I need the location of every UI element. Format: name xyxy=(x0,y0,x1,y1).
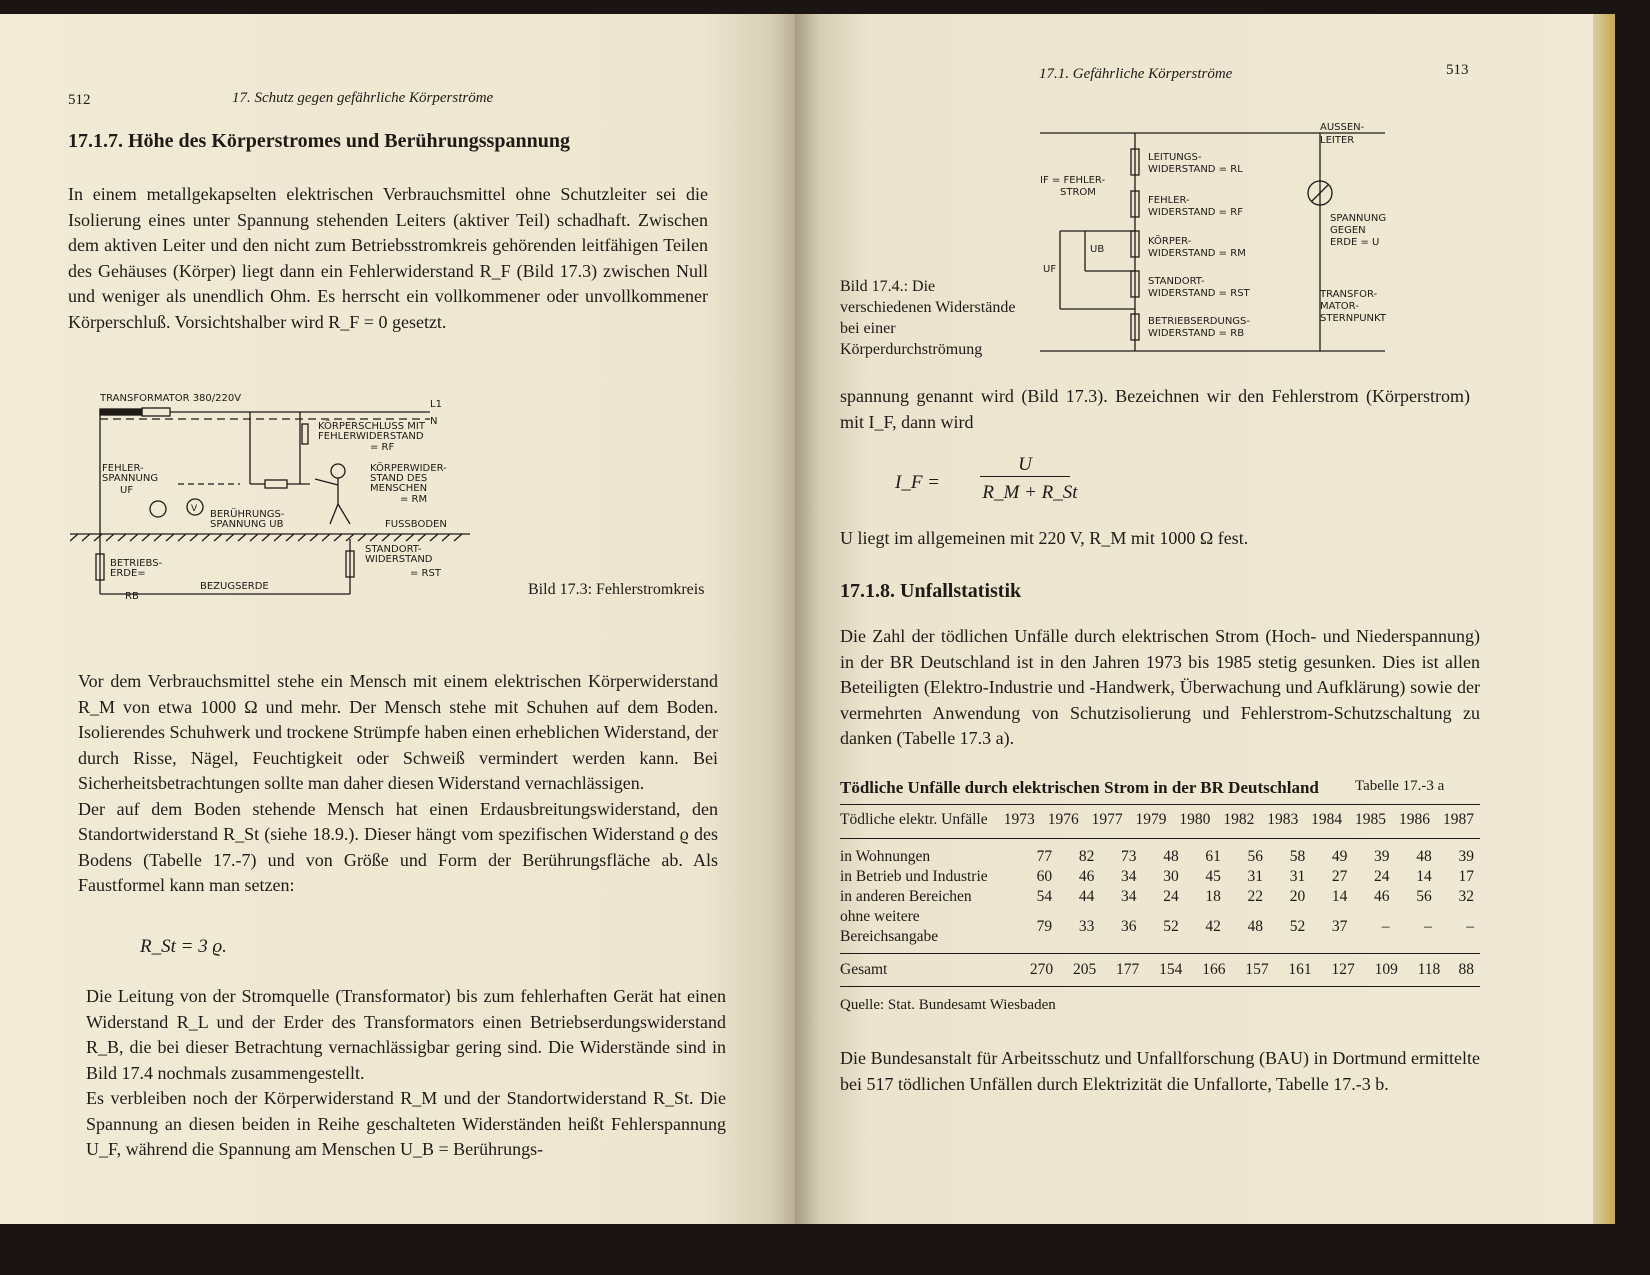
table-row xyxy=(840,887,1480,907)
sternpunkt-line3: STERNPUNKT xyxy=(1320,313,1386,324)
cell: 270 xyxy=(1029,961,1054,978)
koerper-line1: KÖRPER- xyxy=(1148,236,1192,247)
cell: 48 xyxy=(1163,848,1179,865)
table-row xyxy=(840,907,1480,947)
paragraph: Die Zahl der tödlichen Unfälle durch elektrischen Strom (Hoch- und Niederspannung) in der BR Deutschland ist in den Jahren 1973 bis 1985 stetig gesunken. Dies ist allen Beteiligten (Elektro-Industrie und -Handwerk, Überwachung und Aufklärung) sowie der vermehrten Anwendung von Schutzisolierung und Fehlerstrom-Schutzschaltung zu danken (Tabelle 17.3 a). xyxy=(840,626,1480,748)
fehler-line1: FEHLER- xyxy=(1148,195,1190,206)
cell: 60 xyxy=(1036,868,1053,885)
uf-label: UF xyxy=(1043,264,1057,275)
paragraph: Die Leitung von der Stromquelle (Transformator) bis zum fehlerhaften Gerät hat einen Widerstand R_L und der Erder des Transformators einen Betriebserdungswiderstand R_B, die bei dieser Betrachtung vernachlässigbar gering sind. Die Widerstände sind in Bild 17.4 nochmals zusammengestellt. xyxy=(86,986,726,1083)
cell: 44 xyxy=(1078,888,1095,905)
table-number: Tabelle 17.-3 a xyxy=(1355,778,1445,794)
statistics-table xyxy=(840,804,1480,1014)
formula-denominator: R_M + R_St xyxy=(982,482,1078,503)
spannung-line1: SPANNUNG xyxy=(1330,213,1387,224)
sternpunkt-line2: MATOR- xyxy=(1320,301,1359,312)
cell: 56 xyxy=(1247,848,1264,865)
cell: 33 xyxy=(1078,918,1095,935)
fehlerstrom-line2: STROM xyxy=(1060,187,1096,198)
cell: 73 xyxy=(1121,848,1137,865)
table-body xyxy=(840,847,1480,947)
fehlerspannung-line1: FEHLER- xyxy=(102,463,144,474)
header-cell: 1982 xyxy=(1223,811,1255,828)
table-row xyxy=(840,867,1480,887)
header-cell: 1987 xyxy=(1443,811,1474,828)
cell: 27 xyxy=(1331,868,1348,885)
betriebserdung-line2: WIDERSTAND = RB xyxy=(1148,328,1245,339)
ub-label: UB xyxy=(1090,244,1105,255)
header-cell: 1977 xyxy=(1091,811,1123,828)
table-header xyxy=(840,810,1480,830)
cell: 52 xyxy=(1289,918,1306,935)
cell: 31 xyxy=(1247,868,1264,885)
resistance-diagram xyxy=(1040,109,1420,364)
cell: 79 xyxy=(1036,918,1053,935)
fehlerspannung-line3: UF xyxy=(120,485,134,496)
betriebserde-line2: ERDE= xyxy=(110,568,146,579)
header-cell: 1980 xyxy=(1179,811,1211,828)
header-cell: Tödliche elektr. Unfälle xyxy=(840,811,988,828)
fehlerspannung-line2: SPANNUNG xyxy=(102,473,159,484)
cell: 48 xyxy=(1416,848,1432,865)
cell: 32 xyxy=(1458,888,1474,905)
running-head: 17. Schutz gegen gefährliche Körperströme xyxy=(232,90,494,106)
table-row xyxy=(840,847,1480,867)
page-number: 512 xyxy=(68,92,91,108)
bezugserde-label: BEZUGSERDE xyxy=(200,581,269,592)
cell: – xyxy=(1423,918,1432,935)
cell: 58 xyxy=(1289,848,1306,865)
cell: 205 xyxy=(1072,961,1097,978)
cell: 88 xyxy=(1458,961,1474,978)
body-paragraphs-2 xyxy=(86,984,726,1163)
beruehrung-line1: BERÜHRUNGS- xyxy=(210,509,285,520)
cell: 157 xyxy=(1245,961,1269,978)
sternpunkt-line1: TRANSFOR- xyxy=(1320,289,1378,300)
cell: 31 xyxy=(1289,868,1306,885)
cell: 22 xyxy=(1247,888,1264,905)
running-head: 17.1. Gefährliche Körperströme xyxy=(1039,66,1233,82)
cell: 118 xyxy=(1417,961,1441,978)
betriebserde-line1: BETRIEBS- xyxy=(110,558,163,569)
cell: 46 xyxy=(1078,868,1095,885)
cell: 61 xyxy=(1205,848,1221,865)
standort-line1: STANDORT- xyxy=(1148,276,1205,287)
cell: 109 xyxy=(1374,961,1398,978)
header-cell: 1983 xyxy=(1267,811,1299,828)
formula-numerator: U xyxy=(980,454,1070,477)
table-title: Tödliche Unfälle durch elektrischen Strom in der BR Deutschland xyxy=(840,778,1319,797)
right-page xyxy=(795,14,1615,1224)
koerperschluss-line1: KÖRPERSCHLUSS MIT xyxy=(318,421,425,432)
row-label: in Wohnungen xyxy=(840,848,931,865)
header-cell: 1985 xyxy=(1355,811,1387,828)
formula-lhs: I_F = xyxy=(895,472,941,493)
cell: 20 xyxy=(1289,888,1306,905)
leitung-line1: LEITUNGS- xyxy=(1148,152,1202,163)
section-title: 17.1.8. Unfallstatistik xyxy=(840,580,1022,602)
paragraph: Der auf dem Boden stehende Mensch hat einen Erdausbreitungswiderstand, den Standortwiderstand R_St (siehe 18.9.). Dieser hängt vom spezifischen Widerstand ϱ des Bodens (Tabelle 17.-7) und von Größe und Form der Berührungsfläche ab. Als Faustformel kann man setzen: xyxy=(78,798,718,895)
figure-caption: Bild 17.4.: Die verschiedenen Widerstände bei einer Körperdurchströmung xyxy=(840,278,1016,358)
row-label: ohne weitere Bereichsangabe xyxy=(840,908,939,945)
paragraph: Es verbleiben noch der Körperwiderstand R_M und der Standortwiderstand R_St. Die Spannung an diesen beiden in Reihe geschalteten Widerständen heißt Fehlerspannung U_F, während die Spannung am Menschen U_B = Berührungs- xyxy=(86,1088,726,1159)
cell: 24 xyxy=(1163,888,1179,905)
fault-circuit-diagram xyxy=(70,389,490,624)
continuation-paragraph: spannung genannt wird (Bild 17.3). Bezeichnen wir den Fehlerstrom (Körperstrom) mit I_F, dann wird xyxy=(840,386,1470,432)
cell: 82 xyxy=(1078,848,1095,865)
koerperwiderstand-line1: KÖRPERWIDER- xyxy=(370,463,447,474)
table-total xyxy=(840,960,1480,980)
cell: 39 xyxy=(1458,848,1474,865)
cell: 45 xyxy=(1205,868,1221,885)
cell: – xyxy=(1466,918,1474,935)
cell: 48 xyxy=(1247,918,1264,935)
cell: 127 xyxy=(1331,961,1355,978)
koerperwiderstand-line2: STAND DES xyxy=(370,473,428,484)
fussboden-label: FUSSBODEN xyxy=(385,519,447,530)
cell: 177 xyxy=(1116,961,1140,978)
cell: 36 xyxy=(1121,918,1137,935)
l1-label: L1 xyxy=(430,399,442,410)
header-cell: 1986 xyxy=(1398,811,1430,828)
header-cell: 1979 xyxy=(1135,811,1167,828)
cell: 161 xyxy=(1288,961,1312,978)
cell: 49 xyxy=(1331,848,1348,865)
table-total-row xyxy=(840,960,1480,980)
koerper-line2: WIDERSTAND = RM xyxy=(1148,248,1246,259)
cell: 46 xyxy=(1374,888,1390,905)
aussenleiter-line1: AUSSEN- xyxy=(1320,122,1365,133)
body-paragraphs xyxy=(78,669,718,899)
cell: 166 xyxy=(1202,961,1226,978)
row-label: in anderen Bereichen xyxy=(840,888,972,905)
paragraph: In einem metallgekapselten elektrischen Verbrauchsmittel ohne Schutzleiter sei die Isolierung eines unter Spannung stehenden Leiters (aktiver Teil) schadhaft. Zwischen dem aktiven Leiter und den nicht zum Betriebsstromkreis gehörenden leitfähigen Teilen des Gehäuses (Körper) liegt dann ein Fehlerwiderstand R_F (Bild 17.3) zwischen Null und weniger als unendlich Ohm. Es herrscht ein vollkommener oder unvollkommener Körperschluß. Vorsichtshalber wird R_F = 0 gesetzt. xyxy=(68,184,708,332)
koerperwiderstand-line4: = RM xyxy=(400,494,428,505)
paragraph: Vor dem Verbrauchsmittel stehe ein Mensch mit einem elektrischen Körperwiderstand R_M von etwa 1000 Ω und mehr. Der Mensch stehe mit Schuhen auf dem Boden. Isolierendes Schuhwerk und trockene Strümpfe haben einen erheblichen Widerstand, der durch Risse, Nägel, Feuchtigkeit oder Schweiß vermindert werden kann. Bei Sicherheitsbetrachtungen sollte man daher diesen Widerstand vernachlässigen. xyxy=(78,671,718,793)
n-label: N xyxy=(430,416,438,427)
cell: 56 xyxy=(1416,888,1432,905)
row-label: in Betrieb und Industrie xyxy=(840,868,988,885)
koerperschluss-line2: FEHLERWIDERSTAND xyxy=(318,431,424,442)
paragraph: U liegt im allgemeinen mit 220 V, R_M mit 1000 Ω fest. xyxy=(840,528,1249,548)
cell: 24 xyxy=(1374,868,1390,885)
cell: 37 xyxy=(1331,918,1348,935)
row-label: Gesamt xyxy=(840,961,888,978)
cell: 17 xyxy=(1458,868,1474,885)
spannung-line3: ERDE = U xyxy=(1330,237,1380,248)
aussenleiter-line2: LEITER xyxy=(1320,135,1355,146)
koerperschluss-line3: = RF xyxy=(370,442,395,453)
leitung-line2: WIDERSTAND = RL xyxy=(1148,164,1243,175)
figure-caption: Bild 17.3: Fehlerstromkreis xyxy=(528,581,705,598)
table-source: Quelle: Stat. Bundesamt Wiesbaden xyxy=(840,997,1056,1013)
cell: 18 xyxy=(1205,888,1221,905)
svg-text:V: V xyxy=(191,504,198,514)
cell: 39 xyxy=(1374,848,1390,865)
cell: 52 xyxy=(1163,918,1179,935)
betriebserde-line3: RB xyxy=(125,591,139,602)
cell: 77 xyxy=(1036,848,1053,865)
page-number: 513 xyxy=(1446,62,1469,78)
cell: 30 xyxy=(1163,868,1179,885)
cell: – xyxy=(1381,918,1390,935)
fehlerstrom-line1: IF = FEHLER- xyxy=(1040,175,1106,186)
cell: 154 xyxy=(1159,961,1183,978)
header-cell: 1973 xyxy=(1003,811,1035,828)
spannung-line2: GEGEN xyxy=(1330,225,1366,236)
left-page xyxy=(0,14,795,1224)
cell: 34 xyxy=(1121,888,1137,905)
section-title: 17.1.7. Höhe des Körperstromes und Berührungsspannung xyxy=(68,130,570,152)
beruehrung-line2: SPANNUNG UB xyxy=(210,519,284,530)
fehler-line2: WIDERSTAND = RF xyxy=(1148,207,1243,218)
standort-line2: WIDERSTAND = RST xyxy=(1148,288,1250,299)
cell: 14 xyxy=(1331,888,1348,905)
header-cell: 1984 xyxy=(1311,811,1343,828)
cell: 34 xyxy=(1121,868,1137,885)
cell: 14 xyxy=(1416,868,1432,885)
formula-rst: R_St = 3 ϱ. xyxy=(140,936,227,957)
koerperwiderstand-line3: MENSCHEN xyxy=(370,483,428,494)
transformer-label: TRANSFORMATOR 380/220V xyxy=(100,393,242,404)
cell: 54 xyxy=(1036,888,1053,905)
header-cell: 1976 xyxy=(1047,811,1079,828)
paragraph: Die Bundesanstalt für Arbeitsschutz und Unfallforschung (BAU) in Dortmund ermittelte bei 517 tödlichen Unfällen durch Elektrizität die Unfallorte, Tabelle 17.-3 b. xyxy=(840,1048,1480,1094)
cell: 42 xyxy=(1205,918,1221,935)
standort-line3: = RST xyxy=(410,568,441,579)
betriebserdung-line1: BETRIEBSERDUNGS- xyxy=(1148,316,1251,327)
standort-line1: STANDORT- xyxy=(365,544,422,555)
standort-line2: WIDERSTAND xyxy=(365,554,433,565)
intro-paragraph xyxy=(68,182,708,335)
